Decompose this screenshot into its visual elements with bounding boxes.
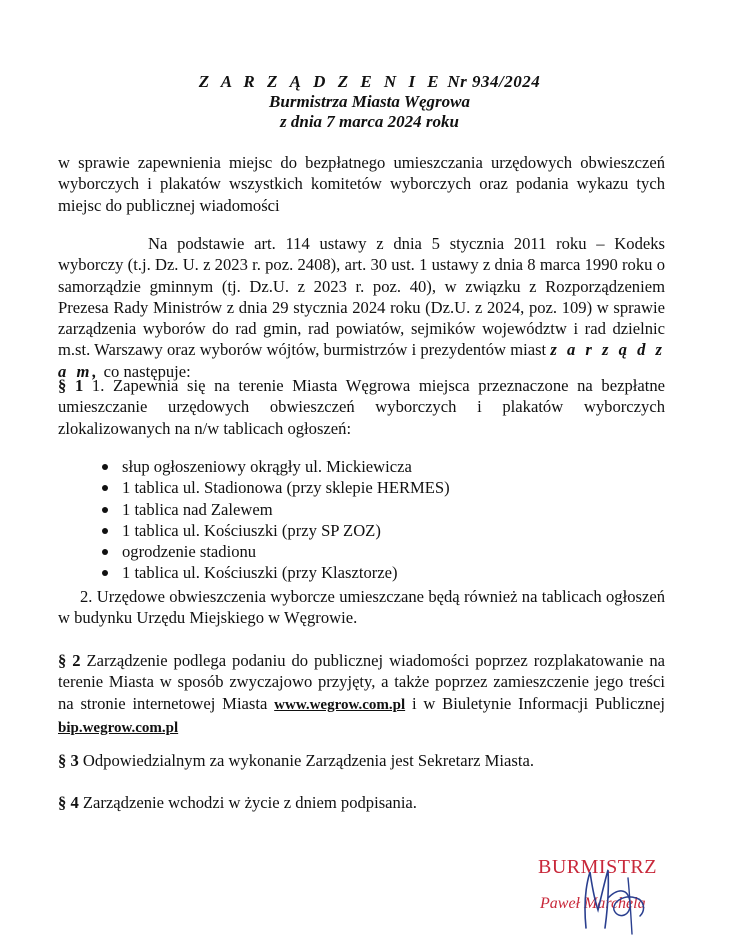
bullet-icon (102, 528, 108, 534)
bullet-icon (102, 464, 108, 470)
section-2-text-a: Zarządzenie podlega podaniu do publicznej wiadomości poprzez rozplakatowanie na terenie Miasta w sposób zwyczajowo przyjęty, a także poprzez zamieszczenie jego treści na stronie internetowej Miasta (58, 651, 665, 713)
location-label: 1 tablica ul. Stadionowa (przy sklepie HERMES) (122, 478, 450, 498)
legal-basis-text: Na podstawie art. 114 ustawy z dnia 5 stycznia 2011 roku – Kodeks wyborczy (t.j. Dz. U. z 2023 r. poz. 2408), art. 30 ust. 1 ustawy z dnia 8 marca 1990 roku o samorządzie gminnym (tj. Dz.U. z 2023 r. poz. 40), w związku z Rozporządzeniem Prezesa Rady Ministrów z dnia 29 stycznia 2024 roku (Dz.U. z 2024, poz. 109) w sprawie zarządzenia wyborów do rad gmin, rad powiatów, sejmików województw i rad dzielnic m.st. Warszawy oraz wyborów wójtów, burmistrzów i prezydentów miast (58, 234, 665, 360)
handwritten-signature (568, 858, 658, 938)
decree-word: z a r z ą d z a m, (58, 340, 665, 381)
section-1 (58, 375, 665, 439)
location-label: 1 tablica ul. Kościuszki (przy Klasztorze) (122, 563, 398, 583)
list-item (100, 456, 450, 477)
list-item (100, 499, 450, 520)
stamp-title: BURMISTRZ (538, 856, 657, 878)
document-subject: w sprawie zapewnienia miejsc do bezpłatnego umieszczania urzędowych obwieszczeń wyborczych i plakatów wszystkich komitetów wyborczych oraz podania wykazu tych miejsc do publicznej wiadomości (58, 153, 665, 215)
document-issuer: Burmistrza Miasta Węgrowa (269, 92, 470, 111)
section-1-point-2: 2. Urzędowe obwieszczenia wyborcze umieszczane będą również na tablicach ogłoszeń w budynku Urzędu Miejskiego w Węgrowie. (58, 587, 665, 628)
title-word: Z A R Z Ą D Z E N I E (198, 72, 443, 91)
section-4-label: § 4 (58, 793, 79, 812)
location-label: ogrodzenie stadionu (122, 542, 257, 562)
section-3 (58, 750, 665, 771)
section-2 (58, 650, 665, 739)
section-3-text: Odpowiedzialnym za wykonanie Zarządzenia jest Sekretarz Miasta. (82, 751, 534, 770)
legal-basis-closing: co następuje: (103, 361, 191, 381)
locations-list (100, 456, 450, 584)
bullet-icon (102, 549, 108, 555)
bullet-icon (102, 570, 108, 576)
document-title (0, 72, 739, 91)
bullet-icon (102, 485, 108, 491)
location-label: 1 tablica nad Zalewem (122, 499, 273, 519)
bullet-icon (102, 507, 108, 513)
section-3-label: § 3 (58, 751, 79, 770)
section-2-label: § 2 (58, 651, 81, 670)
section-4 (58, 792, 665, 813)
legal-basis (58, 233, 665, 382)
location-label: słup ogłoszeniowy okrągły ul. Mickiewicza (122, 457, 412, 476)
section-4-text: Zarządzenie wchodzi w życie z dniem podpisania. (82, 793, 417, 812)
list-item (100, 562, 450, 583)
location-label: 1 tablica ul. Kościuszki (przy SP ZOZ) (122, 520, 381, 540)
section-1-label: § 1 (58, 376, 84, 395)
list-item (100, 520, 450, 541)
list-item (100, 541, 450, 562)
section-1-text: 1. Zapewnia się na terenie Miasta Węgrowa miejsca przeznaczone na bezpłatne umieszczanie urzędowych obwieszczeń wyborczych i plakatów wyborczych zlokalizowanych na n/w tablicach ogłoszeń: (58, 376, 666, 438)
list-item (100, 477, 450, 498)
section-2-text-b: i w Biuletynie Informacji Publicznej (411, 693, 665, 713)
document-date: z dnia 7 marca 2024 roku (280, 112, 459, 131)
stamp-name: Paweł Marchela (540, 895, 646, 912)
title-number: Nr 934/2024 (447, 72, 541, 91)
website-link[interactable]: www.wegrow.com.pl (274, 696, 406, 713)
bip-link[interactable]: bip.wegrow.com.pl (58, 719, 179, 736)
